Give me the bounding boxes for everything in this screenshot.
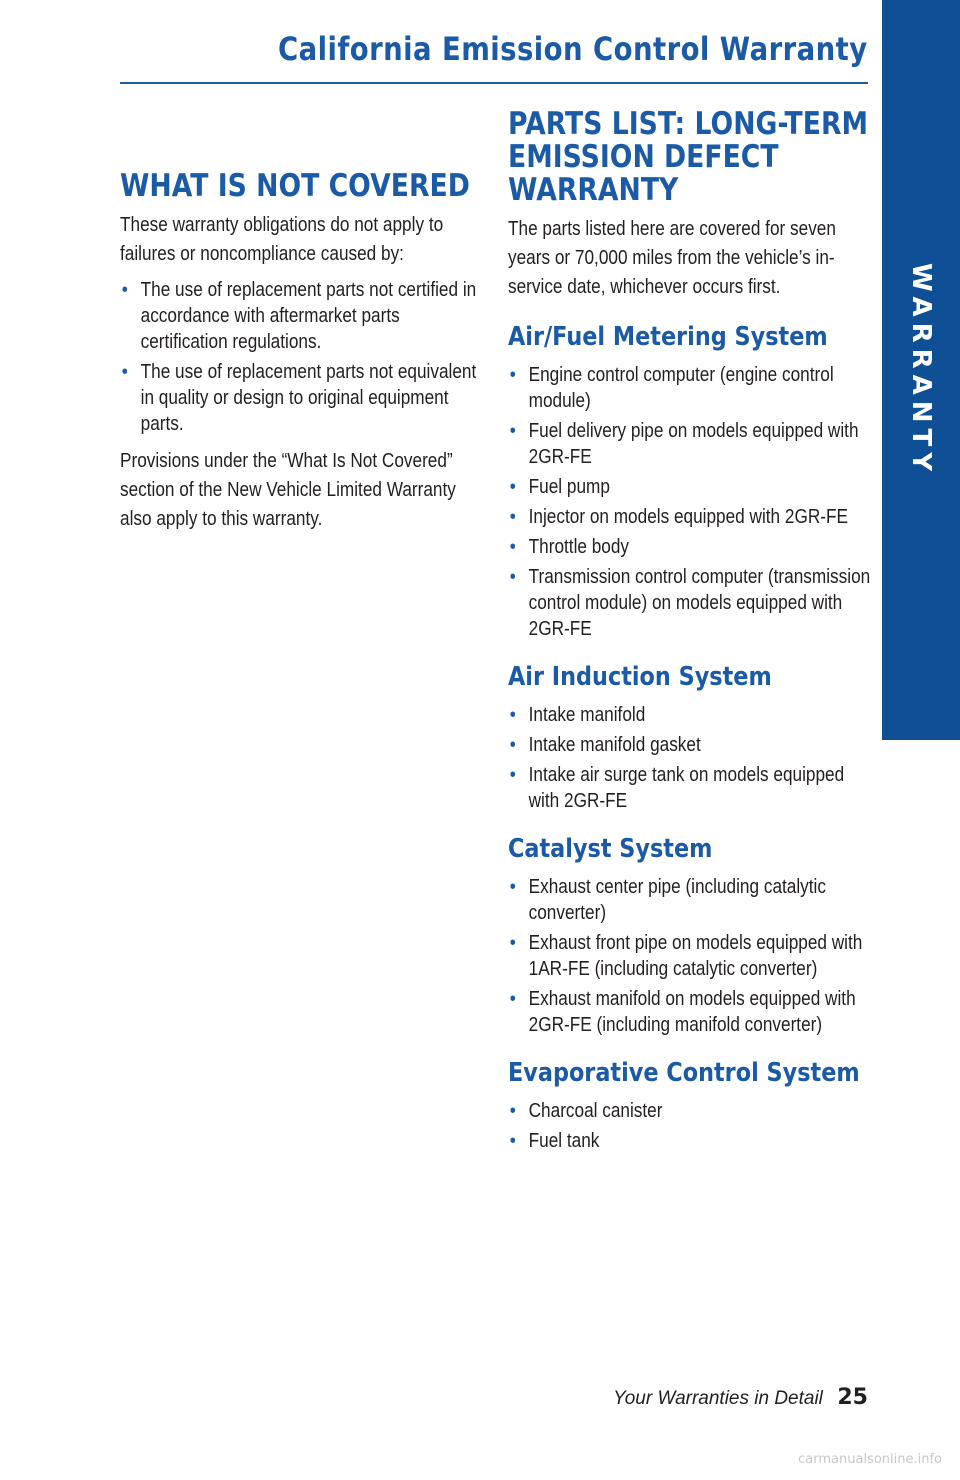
list-item: • Intake manifold gasket xyxy=(508,732,873,758)
list-item: • Engine control computer (engine control module) xyxy=(508,362,873,414)
footer-label: Your Warranties in Detail xyxy=(613,1388,823,1409)
list-item: • The use of replacement parts not certified in accordance with aftermarket parts certification regulations. xyxy=(120,277,485,355)
parts-list-heading: PARTS LIST: LONG-TERM EMISSION DEFECT WARRANTY xyxy=(508,106,869,208)
list-item: • Exhaust center pipe (including catalytic converter) xyxy=(508,874,873,926)
right-column xyxy=(508,106,871,1158)
not-covered-list xyxy=(120,277,480,437)
left-column xyxy=(120,170,480,534)
section-tab xyxy=(882,0,960,740)
section-heading-air-fuel: Air/Fuel Metering System xyxy=(508,322,828,352)
not-covered-heading: WHAT IS NOT COVERED xyxy=(120,168,470,204)
catalyst-list xyxy=(508,874,868,1038)
section-heading-catalyst: Catalyst System xyxy=(508,834,713,864)
air-induction-list xyxy=(508,702,868,814)
evaporative-list xyxy=(508,1098,868,1154)
list-item: • Charcoal canister xyxy=(508,1098,873,1124)
list-item: • Fuel pump xyxy=(508,474,873,500)
list-item: • Intake air surge tank on models equipped with 2GR-FE xyxy=(508,762,873,814)
section-heading-evaporative: Evaporative Control System xyxy=(508,1058,860,1088)
air-fuel-list xyxy=(508,362,871,642)
list-item: • Exhaust manifold on models equipped with 2GR-FE (including manifold converter) xyxy=(508,986,873,1038)
page-title: California Emission Control Warranty xyxy=(278,30,868,68)
list-item: • Transmission control computer (transmission control module) on models equipped with 2GR-FE xyxy=(508,564,873,642)
list-item: • Exhaust front pipe on models equipped with 1AR-FE (including catalytic converter) xyxy=(508,930,873,982)
section-tab-label: WARRANTY xyxy=(906,262,936,478)
page-number: 25 xyxy=(837,1385,868,1410)
list-item: • Fuel delivery pipe on models equipped with 2GR-FE xyxy=(508,418,873,470)
list-item: • Intake manifold xyxy=(508,702,873,728)
not-covered-intro: These warranty obligations do not apply to failures or noncompliance caused by: xyxy=(120,214,444,265)
list-item: • The use of replacement parts not equivalent in quality or design to original equipment parts. xyxy=(120,359,485,437)
list-item: • Fuel tank xyxy=(508,1128,873,1154)
not-covered-outro: Provisions under the “What Is Not Covered” section of the New Vehicle Limited Warranty also apply to this warranty. xyxy=(120,450,456,530)
watermark: carmanualsonline.info xyxy=(798,1452,942,1467)
list-item: • Injector on models equipped with 2GR-FE xyxy=(508,504,873,530)
list-item: • Throttle body xyxy=(508,534,873,560)
page-footer xyxy=(613,1385,868,1410)
header-divider xyxy=(120,82,868,84)
section-heading-air-induction: Air Induction System xyxy=(508,662,772,692)
parts-list-intro: The parts listed here are covered for seven years or 70,000 miles from the vehicle’s in-service date, whichever occurs first. xyxy=(508,218,836,298)
